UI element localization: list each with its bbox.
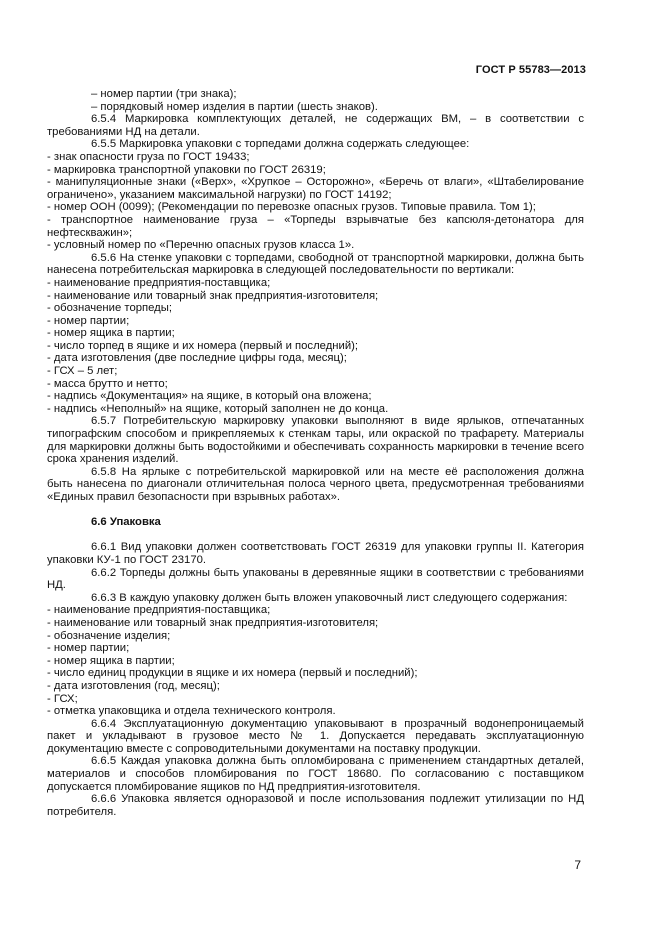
section-heading: 6.6 Упаковка: [91, 516, 161, 529]
paragraph: – порядковый номер изделия в партии (шесть знаков).: [91, 100, 378, 113]
list-item: - наименование предприятия-поставщика;: [47, 276, 271, 289]
list-item: - номер партии;: [47, 314, 130, 327]
list-item: - наименование или товарный знак предприятия-изготовителя;: [47, 616, 379, 629]
list-item: - ГСХ;: [47, 692, 78, 705]
list-item: - условный номер по «Перечню опасных грузов класса 1».: [47, 239, 355, 252]
spacer: [47, 529, 584, 542]
paragraph: 6.6.1 Вид упаковки должен соответствовать ГОСТ 26319 для упаковки группы II. Категория упаковки КУ-1 по ГОСТ 23170.: [47, 541, 584, 566]
list-item: - наименование или товарный знак предприятия-изготовителя;: [47, 289, 379, 302]
document-body: [47, 88, 584, 818]
list-item: - номер ящика в партии;: [47, 327, 175, 340]
paragraph: 6.5.6 На стенке упаковки с торпедами, свободной от транспортной маркировки, должна быть нанесена потребительская маркировка в следующей последовательности по вертикали:: [47, 251, 584, 277]
list-item: - надпись «Неполный» на ящике, который заполнен не до конца.: [47, 402, 389, 415]
list-item: - номер партии;: [47, 642, 130, 655]
spacer: [47, 504, 584, 517]
list-item: - манипуляционные знаки («Верх», «Хрупкое – Осторожно», «Беречь от влаги», «Штабелирование ограничено», указанием максимальной нагрузки) по ГОСТ 14192;: [47, 176, 584, 201]
paragraph: 6.5.7 Потребительскую маркировку упаковки выполняют в виде ярлыков, отпечатанных типографским способом и прикрепляемых к стенкам тары, или окраской по трафарету. Материалы для маркировки должны быть водостойкими и обеспечивать сохранность маркировки в течение всего срока хранения изделий.: [47, 415, 584, 466]
list-item: - масса брутто и нетто;: [47, 377, 168, 390]
list-item: - число торпед в ящике и их номера (первый и последний);: [47, 339, 359, 352]
paragraph: 6.5.5 Маркировка упаковки с торпедами должна содержать следующее:: [91, 138, 470, 151]
paragraph: – номер партии (три знака);: [91, 88, 237, 100]
list-item: - транспортное наименование груза – «Торпеды взрывчатые без капсюля-детонатора для нефтескважин»;: [47, 213, 584, 239]
list-item: - число единиц продукции в ящике и их номера (первый и последний);: [47, 667, 418, 680]
paragraph: 6.6.2 Торпеды должны быть упакованы в деревянные ящики в соответствии с требованиями НД.: [47, 566, 584, 592]
list-item: - знак опасности груза по ГОСТ 19433;: [47, 150, 250, 163]
list-item: - ГСХ – 5 лет;: [47, 365, 118, 378]
paragraph: 6.6.5 Каждая упаковка должна быть опломбирована с применением стандартных деталей, материалов и способов пломбирования по ГОСТ 18680. По согласованию с поставщиком допускается пломбирование ящиков по НД предприятия-изготовителя.: [47, 755, 584, 793]
paragraph: 6.6.6 Упаковка является одноразовой и после использования подлежит утилизации по НД потребителя.: [47, 793, 584, 818]
paragraph: 6.6.4 Эксплуатационную документацию упаковывают в прозрачный водонепроницаемый пакет и укладывают в грузовое место № 1. Допускается передавать эксплуатационную документацию вместе с сопроводительными документами на поставку продукции.: [47, 717, 584, 755]
list-item: - обозначение торпеды;: [47, 302, 173, 315]
list-item: - наименование предприятия-поставщика;: [47, 604, 271, 617]
paragraph: 6.5.8 На ярлыке с потребительской маркировкой или на месте её расположения должна быть нанесена по диагонали отличительная полоса черного цвета, предусмотренная требованиями «Единых правил безопасности при взрывных работах».: [47, 465, 584, 503]
list-item: - номер ООН (0099); (Рекомендации по перевозке опасных грузов. Типовые правила. Том 1);: [47, 201, 536, 214]
list-item: - отметка упаковщика и отдела технического контроля.: [47, 705, 336, 718]
page-number: 7: [574, 858, 581, 872]
paragraph: 6.6.3 В каждую упаковку должен быть вложен упаковочный лист следующего содержания:: [91, 591, 568, 604]
paragraph: 6.5.4 Маркировка комплектующих деталей, не содержащих ВМ, – в соответствии с требованиями НД на детали.: [47, 113, 584, 138]
list-item: - маркировка транспортной упаковки по ГОСТ 26319;: [47, 163, 326, 176]
list-item: - обозначение изделия;: [47, 629, 171, 642]
list-item: - надпись «Документация» на ящике, в который она вложена;: [47, 390, 372, 403]
list-item: - дата изготовления (две последние цифры года, месяц);: [47, 352, 347, 365]
list-item: - дата изготовления (год, месяц);: [47, 679, 220, 692]
list-item: - номер ящика в партии;: [47, 654, 175, 667]
document-header-id: ГОСТ Р 55783—2013: [475, 64, 586, 76]
